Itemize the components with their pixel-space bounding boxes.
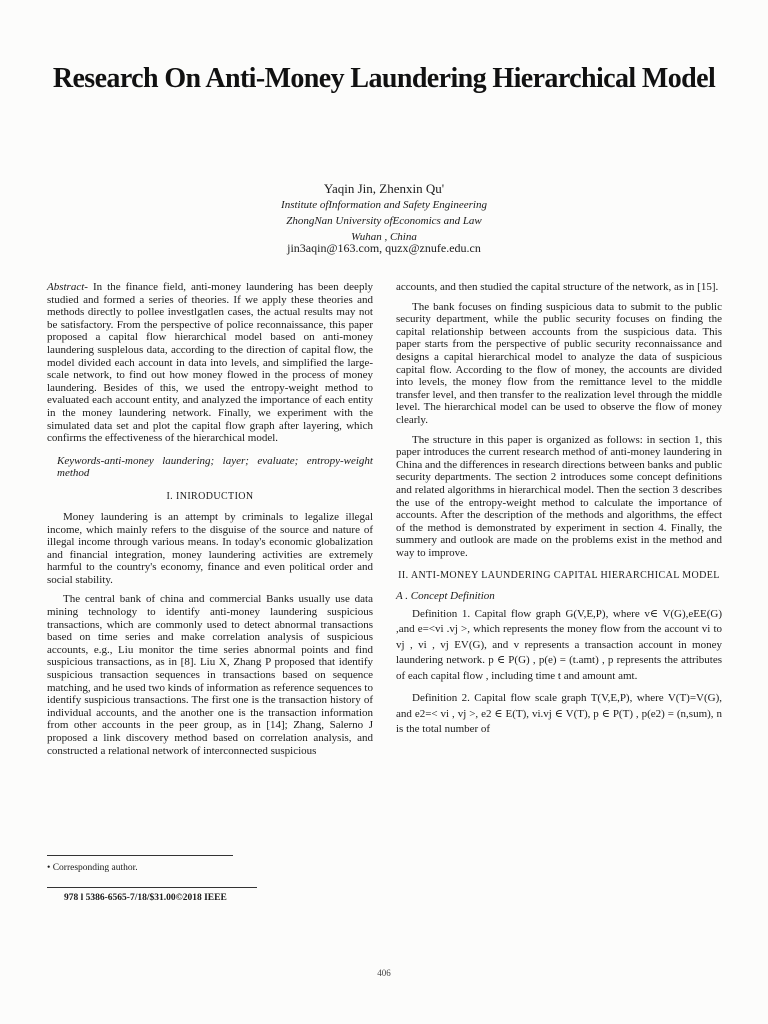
author-email: jin3aqin@163.com, quzx@znufe.edu.cn — [287, 241, 481, 255]
definition-paragraph: Definition 1. Capital flow graph G(V,E,P), where v∈ V(G),eEE(G) ,and e=<vi .vj >, which represents the money flow from the account vi to vj , vi , vj EV(G), and v represents a transaction account in money laundering network. p ∈ P(G) , p(e) = (t.amt) , p represents the attributes of each capital flow , including time t and amount amt. — [396, 608, 722, 682]
author-list: Yaqin Jin, Zhenxin Qu' — [323, 181, 445, 196]
copyright-line: 978 l 5386-6565-7/18/$31.00©2018 IEEE — [64, 893, 227, 903]
subsection-heading: A . Concept Definition — [396, 590, 495, 603]
paper-title: Research On Anti-Money Laundering Hierarchical Model — [52, 63, 716, 94]
affiliation-line: Institute ofInformation and Safety Engineering — [281, 199, 487, 211]
right-column — [396, 281, 722, 744]
section-heading: II. ANTI-MONEY LAUNDERING CAPITAL HIERARCHICAL MODEL — [398, 570, 720, 582]
left-column — [47, 281, 373, 764]
page-number: 406 — [377, 968, 391, 978]
body-paragraph: The bank focuses on finding suspicious data to submit to the public security department, while the public security focuses on finding the capital relationship between accounts from the suspicious data. This paper starts from the perspective of public security reconnaissance and designs a capital hierarchical model to analyze the data of suspicious capital flow. According to the flow of money, the accounts are divided into levels, the money flow from the remittance level to the middle transfer level, and then transfer to the realization level through the middle level. The hierarchical model can be used to observe the flow of money clearly. — [396, 300, 722, 426]
abstract-label: Abstract- — [47, 281, 88, 293]
body-paragraph: accounts, and then studied the capital structure of the network, as in [15]. — [396, 281, 719, 293]
affiliation — [84, 197, 684, 245]
copyright-divider — [47, 887, 257, 888]
definition-paragraph: Definition 2. Capital flow scale graph T(V,E,P), where V(T)=V(G), and e2=< vi , vj >, e2 ∈ E(T), vi.vj ∈ V(T), p ∈ P(T) , p(e2) = (n,sum), n is the total number of — [396, 692, 722, 735]
abstract-text: In the finance field, anti-money laundering has been deeply studied and formed a series of theories. If we apply these theories and methods directly to pollee investlgatlen cases, the actual results may not be satisfactory. From the perspective of police reconnaissance, this paper proposed a capital flow hierarchical model based on anti-money laundering susplelous data, according to the direction of capital flow, the model divided each account in data into levels, and simplified the large-scale network, to find out how money flowed in the process of money laundering. Besides of this, we used the entropy-weight method to evaluated each account entity, and analyzed the importance of each entity in the money laundering network. Finally, we experiment with the simulated data set and plot the capital flow graph after layering, which confirms the effectiveness of the hierarchical model. — [47, 281, 373, 445]
body-paragraph: The central bank of china and commercial Banks usually use data mining technology to identify anti-money laundering suspicious transactions, which are commonly used to detect abnormal transactions based on time series and make correlation analysis of suspicious accounts, e.g., Liu monitor the time series abnormal points and find suspicious transactions, as in [8]. Liu X, Zhang P proposed that identify suspicious transaction sequences in transactions based on sequence matching, and he used two kinds of information as reference sequences to identify suspicious transactions. The first one is the transaction history of individual accounts, and the another one is the transaction information from other accounts in the peer group, as in [14]; Zhang, Salerno J proposed a link discovery method based on correlation analysis, and constructed a relational network of interconnected suspicious — [47, 593, 373, 757]
body-paragraph: The structure in this paper is organized as follows: in section 1, this paper introduces the current research method of anti-money laundering in China and the differences in research directions between banks and public security departments. The section 2 introduces some concept definitions and related algorithms in hierarchical model. Then the section 3 describes the use of the entropy-weight method to calculate the importance of accounts. After the description of the methods and algorithms, the effect of the method is demonstrated by experiment in section 4. Finally, the summery and outlook are made on the problems exist in the method and way to improve. — [396, 433, 723, 559]
section-heading: I. INIRODUCTION — [166, 490, 254, 502]
affiliation-line: ZhongNan University ofEconomics and Law — [286, 215, 482, 227]
footnote: • Corresponding author. — [47, 863, 138, 873]
body-paragraph: Money laundering is an attempt by criminals to legalize illegal income, which mainly refers to the disguise of the source and nature of illegal income through various means. In today's economic globalization and financial integration, money laundering activities are extremely harmful to the country's economy, finance and even political order and social stability. — [47, 510, 373, 586]
keywords: Keywords-anti-money laundering; layer; evaluate; entropy-weight method — [57, 454, 373, 480]
affiliation-line: Wuhan , China — [351, 231, 417, 243]
footnote-divider — [47, 855, 233, 856]
abstract — [47, 281, 373, 445]
